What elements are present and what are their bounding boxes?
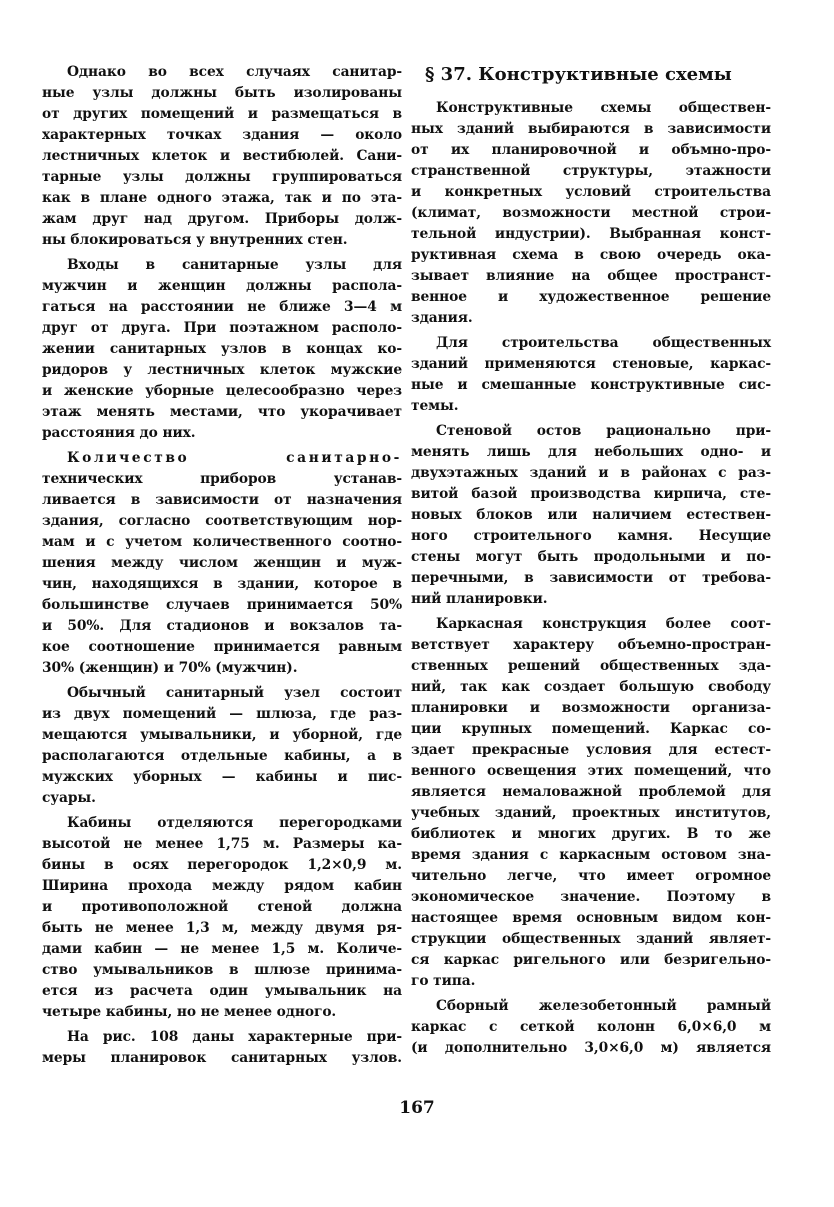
text-line: ний, так как создает большую свободу xyxy=(411,679,771,695)
text-line: настоящее время основным видом кон- xyxy=(411,910,771,926)
text-line: тарные узлы должны группироваться xyxy=(42,169,402,185)
text-line: венного освещения этих помещений, что xyxy=(411,763,771,779)
text-line: лестничных клеток и вестибюлей. Сани- xyxy=(42,148,402,164)
text-line: На рис. 108 даны характерные при- xyxy=(67,1029,402,1045)
text-line: стены могут быть продольными и по- xyxy=(411,549,771,565)
text-line: кое соотношение принимается равным xyxy=(42,639,402,655)
text-line: бины в осях перегородок 1,2×0,9 м. xyxy=(42,857,402,873)
text-line: руктивная схема в свою очередь ока- xyxy=(411,247,771,263)
text-line: Количество санитарно- xyxy=(67,450,402,466)
text-line: библиотек и многих других. В то же xyxy=(411,826,771,842)
text-line: чительно легче, что имеет огромное xyxy=(411,868,771,884)
text-line: жении санитарных узлов в концах ко- xyxy=(42,341,402,357)
text-line: ных зданий выбираются в зависимости xyxy=(411,121,771,137)
text-line: (и дополнительно 3,0×6,0 м) является xyxy=(411,1040,771,1056)
text-line: витой базой производства кирпича, сте- xyxy=(411,486,771,502)
text-line: друг от друга. При поэтажном располо- xyxy=(42,320,402,336)
text-line: двухэтажных зданий и в районах с раз- xyxy=(411,465,771,481)
text-line: жам друг над другом. Приборы долж- xyxy=(42,211,402,227)
text-line: является немаловажной проблемой для xyxy=(411,784,771,800)
text-line: зданий применяются стеновые, каркас- xyxy=(411,356,771,372)
text-line: от других помещений и размещаться в xyxy=(42,106,402,122)
text-line: здания, согласно соответствующим нор- xyxy=(42,513,402,529)
text-line: венное и художественное решение xyxy=(411,289,771,305)
text-line: технических приборов устанав- xyxy=(42,471,402,487)
text-line: Конструктивные схемы обществен- xyxy=(436,100,771,116)
text-line: большинстве случаев принимается 50% xyxy=(42,597,402,613)
text-line: ридоров у лестничных клеток мужские xyxy=(42,362,402,378)
left-column xyxy=(42,62,402,1069)
text-line: планировки и возможности организа- xyxy=(411,700,771,716)
text-line: Входы в санитарные узлы для xyxy=(67,257,402,273)
text-line: ции крупных помещений. Каркас со- xyxy=(411,721,771,737)
text-line: Кабины отделяются перегородками xyxy=(67,815,402,831)
text-line: ные и смешанные конструктивные сис- xyxy=(411,377,771,393)
text-line: ного строительного камня. Несущие xyxy=(411,528,771,544)
text-line: и конкретных условий строительства xyxy=(411,184,771,200)
text-line: ветствует характеру объемно-простран- xyxy=(411,637,771,653)
page-number: 167 xyxy=(399,1098,435,1118)
text-line: ственных решений общественных зда- xyxy=(411,658,771,674)
text-line: и 50%. Для стадионов и вокзалов та- xyxy=(42,618,402,634)
text-line: зывает влияние на общее пространст- xyxy=(411,268,771,284)
text-line: и противоположной стеной должна xyxy=(42,899,402,915)
text-line: Сборный железобетонный рамный xyxy=(436,998,771,1014)
text-line: 30% (женщин) и 70% (мужчин). xyxy=(42,660,298,676)
text-line: меры планировок санитарных узлов. xyxy=(42,1050,402,1066)
text-line: из двух помещений — шлюза, где раз- xyxy=(42,706,402,722)
text-line: расстояния до них. xyxy=(42,425,196,441)
text-line: гаться на расстоянии не ближе 3—4 м xyxy=(42,299,402,315)
text-line: от их планировочной и объмно-про- xyxy=(411,142,771,158)
text-line: дами кабин — не менее 1,5 м. Количе- xyxy=(42,941,402,957)
text-line: го типа. xyxy=(411,973,476,989)
right-column xyxy=(411,62,771,1059)
text-line: Для строительства общественных xyxy=(436,335,771,351)
text-line: высотой не менее 1,75 м. Размеры ка- xyxy=(42,836,402,852)
text-line: ний планировки. xyxy=(411,591,548,607)
text-line: здает прекрасные условия для естест- xyxy=(411,742,771,758)
text-line: время здания с каркасным остовом зна- xyxy=(411,847,771,863)
text-line: Ширина прохода между рядом кабин xyxy=(42,878,402,894)
text-line: ся каркас ригельного или безригельно- xyxy=(411,952,771,968)
text-line: располагаются отдельные кабины, а в xyxy=(42,748,402,764)
text-line: мещаются умывальники, и уборной, где xyxy=(42,727,402,743)
text-line: и женские уборные целесообразно через xyxy=(42,383,402,399)
text-line: Каркасная конструкция более соот- xyxy=(436,616,771,632)
text-line: здания. xyxy=(411,310,473,326)
text-line: как в плане одного этажа, так и по эта- xyxy=(42,190,402,206)
text-line: чин, находящихся в здании, которое в xyxy=(42,576,402,592)
text-line: новых блоков или наличием естествен- xyxy=(411,507,771,523)
text-line: Стеновой остов рационально при- xyxy=(436,423,771,439)
text-line: струкции общественных зданий являет- xyxy=(411,931,771,947)
text-line: каркас с сеткой колонн 6,0×6,0 м xyxy=(411,1019,771,1035)
text-line: шения между числом женщин и муж- xyxy=(42,555,402,571)
text-line: быть не менее 1,3 м, между двумя ря- xyxy=(42,920,402,936)
text-line: странственной структуры, этажности xyxy=(411,163,771,179)
text-line: мужских уборных — кабины и пис- xyxy=(42,769,402,785)
text-line: Однако во всех случаях санитар- xyxy=(67,64,402,80)
text-line: мужчин и женщин должны распола- xyxy=(42,278,402,294)
text-line: (климат, возможности местной строи- xyxy=(411,205,771,221)
text-line: характерных точках здания — около xyxy=(42,127,402,143)
text-line: ется из расчета один умывальник на xyxy=(42,983,402,999)
text-line: ны блокироваться у внутренних стен. xyxy=(42,232,348,248)
text-line: темы. xyxy=(411,398,459,414)
text-line: мам и с учетом количественного соотно- xyxy=(42,534,402,550)
text-line: учебных зданий, проектных институтов, xyxy=(411,805,771,821)
text-line: суары. xyxy=(42,790,96,806)
text-line: ливается в зависимости от назначения xyxy=(42,492,402,508)
text-line: четыре кабины, но не менее одного. xyxy=(42,1004,337,1020)
text-line: ство умывальников в шлюзе принима- xyxy=(42,962,402,978)
text-line: перечными, в зависимости от требова- xyxy=(411,570,771,586)
text-line: Обычный санитарный узел состоит xyxy=(67,685,402,701)
section-heading: § 37. Конструктивные схемы xyxy=(425,64,732,85)
text-line: ные узлы должны быть изолированы xyxy=(42,85,402,101)
text-line: экономическое значение. Поэтому в xyxy=(411,889,771,905)
text-line: менять лишь для небольших одно- и xyxy=(411,444,771,460)
text-line: тельной индустрии). Выбранная конст- xyxy=(411,226,771,242)
text-line: этаж менять местами, что укорачивает xyxy=(42,404,402,420)
